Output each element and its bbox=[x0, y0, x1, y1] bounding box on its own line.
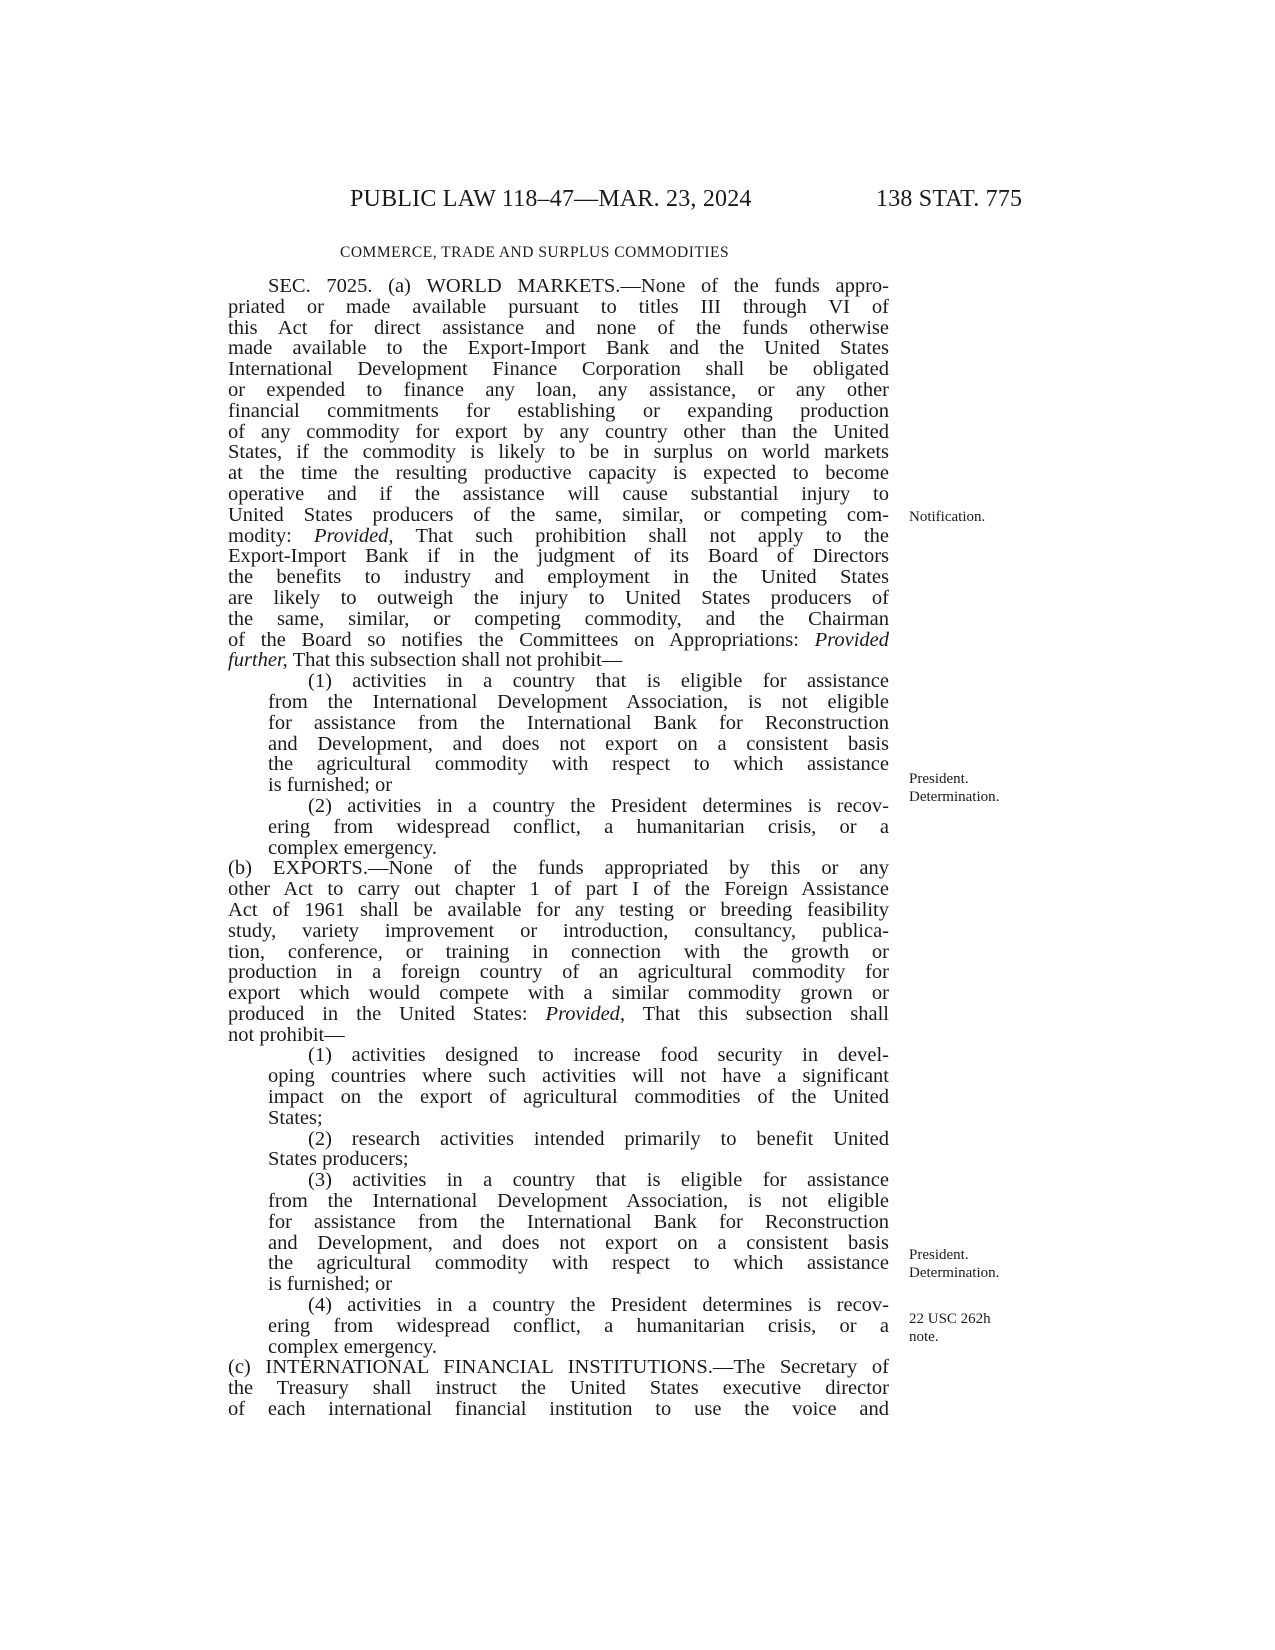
text-line: at the time the resulting productive capacity is expected to become bbox=[228, 462, 889, 485]
running-header-law: PUBLIC LAW 118–47—MAR. 23, 2024 bbox=[350, 186, 752, 212]
text-line: financial commitments for establishing or expanding production bbox=[228, 399, 889, 422]
text-line: further, That this subsection shall not prohibit— bbox=[228, 649, 623, 672]
text-line: oping countries where such activities will not have a significant bbox=[268, 1065, 889, 1088]
text-line: (1) activities in a country that is eligible for assistance bbox=[308, 670, 889, 693]
text-line: for assistance from the International Bank for Reconstruction bbox=[268, 711, 889, 734]
text-line: (3) activities in a country that is eligible for assistance bbox=[308, 1169, 889, 1192]
text-line: the Treasury shall instruct the United States executive director bbox=[228, 1377, 889, 1400]
text-line: International Development Finance Corporation shall be obligated bbox=[228, 358, 889, 381]
paragraph-a-2 bbox=[268, 796, 889, 858]
text-line: States producers; bbox=[268, 1148, 409, 1171]
text-line: of each international financial institution to use the voice and bbox=[228, 1398, 889, 1421]
text-line: or expended to finance any loan, any assistance, or any other bbox=[228, 378, 889, 401]
text-line: complex emergency. bbox=[268, 836, 438, 859]
text-line: ering from widespread conflict, a humanitarian crisis, or a bbox=[268, 1314, 889, 1337]
text-line: the agricultural commodity with respect to which assistance bbox=[268, 1252, 889, 1275]
text-line: States; bbox=[268, 1106, 323, 1129]
text-line: produced in the United States: Provided, That this subsection shall bbox=[228, 1002, 889, 1025]
text-line: made available to the Export-Import Bank and the United States bbox=[228, 337, 889, 360]
text-line: and Development, and does not export on a consistent basis bbox=[268, 1231, 889, 1254]
text-line: Export-Import Bank if in the judgment of its Board of Directors bbox=[228, 545, 889, 568]
text-line: Act of 1961 shall be available for any testing or breeding feasibility bbox=[228, 898, 889, 921]
text-line: from the International Development Association, is not eligible bbox=[268, 690, 889, 713]
text-line: modity: Provided, That such prohibition shall not apply to the bbox=[228, 524, 889, 547]
subsection-heading: WORLD MARKETS bbox=[426, 275, 616, 297]
text-line: study, variety improvement or introduction, consultancy, publica- bbox=[228, 919, 889, 942]
text-line: other Act to carry out chapter 1 of part I of the Foreign Assistance bbox=[228, 878, 889, 901]
paragraph-b-2 bbox=[268, 1129, 889, 1171]
section-body bbox=[228, 276, 889, 1420]
text-line: the agricultural commodity with respect to which assistance bbox=[268, 753, 889, 776]
margin-note-usc-citation: 22 USC 262h note. bbox=[909, 1311, 991, 1345]
text-line: ering from widespread conflict, a humanitarian crisis, or a bbox=[268, 815, 889, 838]
text-line: (2) research activities intended primarily to benefit United bbox=[308, 1127, 889, 1150]
text-line: of the Board so notifies the Committees on Appropriations: Provided bbox=[228, 628, 889, 651]
text-line: (1) activities designed to increase food security in devel- bbox=[308, 1044, 889, 1067]
text-line: (4) activities in a country the President determines is recov- bbox=[308, 1294, 889, 1317]
text-line: SEC. 7025. (a) WORLD MARKETS.—None of the funds appro- bbox=[268, 275, 890, 297]
text-line: not prohibit— bbox=[228, 1023, 345, 1046]
paragraph-b-1 bbox=[268, 1045, 889, 1128]
text-line: priated or made available pursuant to titles III through VI of bbox=[228, 295, 889, 318]
text-line: United States producers of the same, similar, or competing com- bbox=[228, 503, 889, 526]
text-line: the same, similar, or competing commodity, and the Chairman bbox=[228, 607, 889, 630]
section-heading: COMMERCE, TRADE AND SURPLUS COMMODITIES bbox=[340, 244, 730, 261]
text-line: for assistance from the International Bank for Reconstruction bbox=[268, 1210, 889, 1233]
subsection-heading: EXPORTS bbox=[272, 857, 363, 880]
text-line: is furnished; or bbox=[268, 1273, 393, 1296]
text-line: (2) activities in a country the President determines is recov- bbox=[308, 794, 889, 817]
running-header-stat-page: 138 STAT. 775 bbox=[876, 186, 1023, 212]
text-line: tion, conference, or training in connection with the growth or bbox=[228, 940, 889, 963]
text-line: are likely to outweigh the injury to United States producers of bbox=[228, 586, 889, 609]
text-line: production in a foreign country of an agricultural commodity for bbox=[228, 961, 889, 984]
text-line: States, if the commodity is likely to be in surplus on world markets bbox=[228, 441, 889, 464]
paragraph-b-3 bbox=[268, 1170, 889, 1295]
margin-note-notification: Notification. bbox=[909, 509, 986, 525]
text-line: operative and if the assistance will cause substantial injury to bbox=[228, 482, 889, 505]
paragraph-a-1 bbox=[268, 671, 889, 796]
text-line: this Act for direct assistance and none of the funds otherwise bbox=[228, 316, 889, 339]
text-line: of any commodity for export by any country other than the United bbox=[228, 420, 889, 443]
paragraph-b-4 bbox=[268, 1295, 889, 1357]
text-line: (b) EXPORTS.—None of the funds appropriated by this or any bbox=[228, 857, 890, 880]
text-line: impact on the export of agricultural commodities of the United bbox=[268, 1086, 889, 1109]
text-line: and Development, and does not export on a consistent basis bbox=[268, 732, 889, 755]
subsection-heading: INTERNATIONAL FINANCIAL INSTITUTIONS bbox=[265, 1356, 708, 1379]
text-line: export which would compete with a similar commodity grown or bbox=[228, 982, 889, 1005]
text-line: (c) INTERNATIONAL FINANCIAL INSTITUTIONS.—The Secretary of bbox=[228, 1356, 889, 1379]
margin-note-president: President. Determination. bbox=[909, 1247, 1000, 1281]
text-line: the benefits to industry and employment in the United States bbox=[228, 566, 889, 589]
text-line: complex emergency. bbox=[268, 1335, 438, 1358]
text-line: from the International Development Association, is not eligible bbox=[268, 1190, 889, 1213]
margin-note-president: President. Determination. bbox=[909, 771, 1000, 805]
text-line: is furnished; or bbox=[268, 774, 393, 797]
